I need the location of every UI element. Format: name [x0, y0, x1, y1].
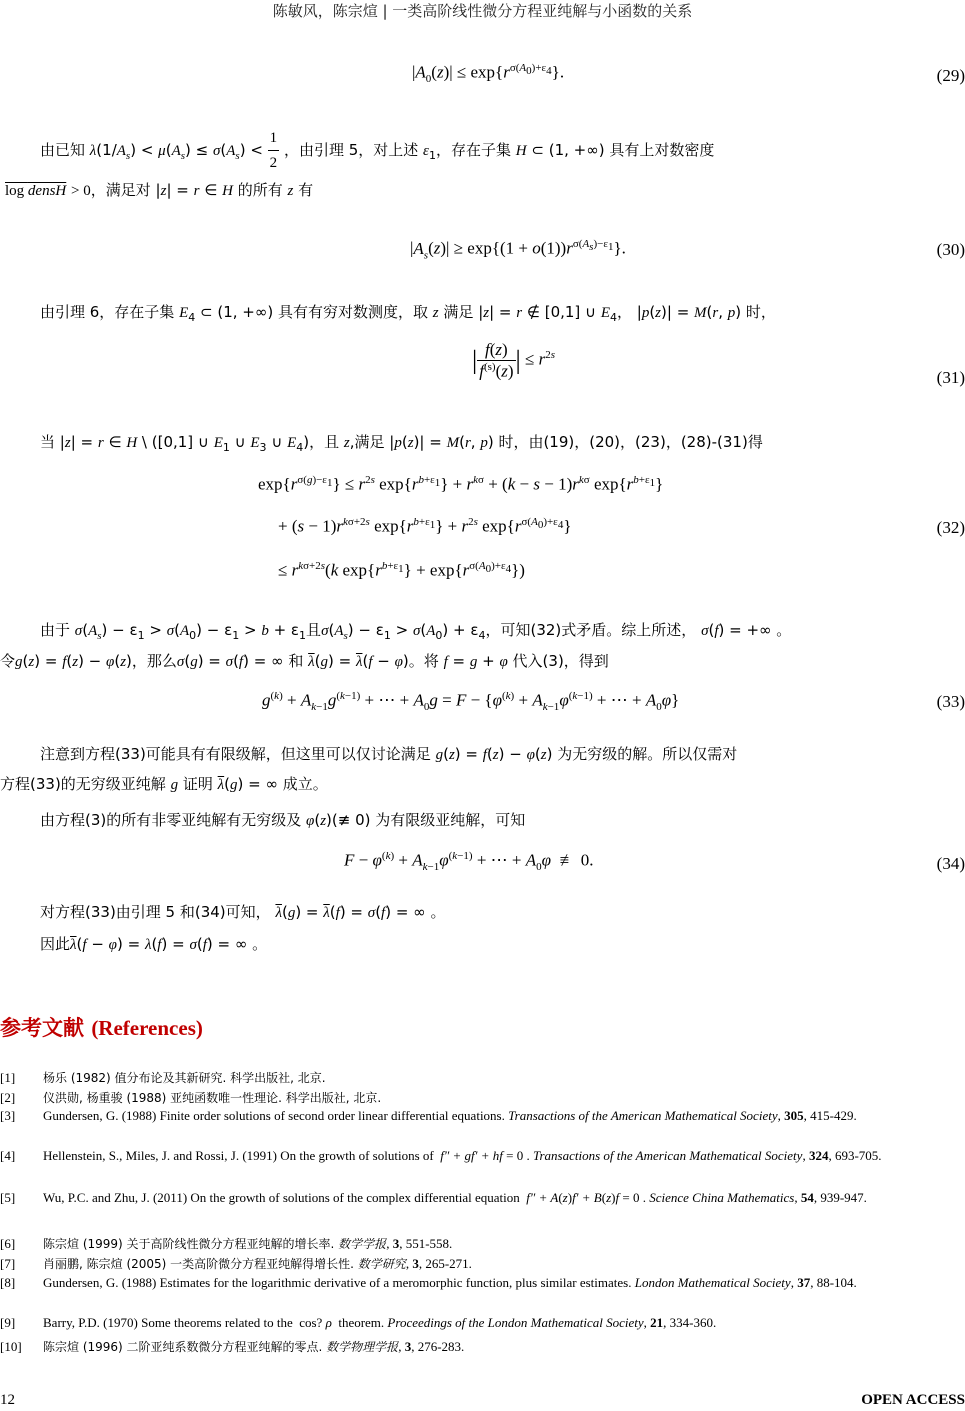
reference-item: [1] 杨乐 (1982) 值分布论及其新研究. 科学出版社, 北京. — [0, 1070, 326, 1085]
paragraph: 由引理 6，存在子集 $E_4$ ⊂ (1, +∞) 具有有穷对数测度，取 z 满足 |z| = r ∉ [0,1] ∪ $E_4$， |p(z)| = M(r, p) 时， — [40, 303, 776, 324]
reference-item: [4] Hellenstein, S., Miles, J. and Rossi, J. (1991) On the growth of solutions of f″ + gf′ + hf = 0 . Transactions of the American Mathematical Society, 324, 693-705. — [0, 1148, 882, 1163]
equation-number: (34) — [936, 854, 965, 873]
reference-item: [3] Gundersen, G. (1988) Finite order solutions of second order linear differential equations. Transactions of the American Mathematical Society, 305, 415-429. — [0, 1108, 857, 1123]
equation-33: $g^{(k)} + A_{k-1}g^{(k-1)}$ + ⋯ + $A_0g = F - \{\varphi^{(k)} + A_{k-1}\varphi^{(k-1)}$ + ⋯ + $A_0\varphi$} — [262, 690, 680, 714]
page-number: 12 — [0, 1392, 15, 1408]
open-access-label: OPEN ACCESS — [861, 1392, 965, 1408]
paragraph: 注意到方程(33)可能具有有限级解，但这里可以仅讨论满足 g(z) = f(z) − φ(z) 为无穷级的解。所以仅需对 — [40, 745, 738, 763]
equation-number: (32) — [936, 518, 965, 537]
reference-item: [2] 仪洪勋, 杨重骏 (1988) 亚纯函数唯一性理论. 科学出版社, 北京. — [0, 1090, 382, 1105]
equation-31: | $\frac{f(z)}{f^{(s)}(z)}$ | ≤ $r^{2s}$ — [472, 340, 555, 381]
paragraph: 对方程(33)由引理 5 和(34)可知， $\overline{\lambda}(g) = \overline{\lambda}(f) = \sigma(f)$ = ∞ 。 — [40, 903, 446, 921]
equation-29: $|A_0(z)| \le \exp\{r^{\sigma(A_0)+\varepsilon_4}\}$. — [412, 62, 565, 86]
paragraph: 由已知 $\lambda(1/A_s) < \mu(A_s) \le \sigma(A_s)$ < $\frac{1}{2}$ ，由引理 5，对上述 $\varepsilon_1$，存在子集 H ⊂ (1, +∞) 具有上对数密度 — [40, 126, 965, 175]
running-header: 陈敏风，陈宗煊 | 一类高阶线性微分方程亚纯解与小函数的关系 — [272, 2, 693, 20]
reference-item: [7] 肖丽鹏, 陈宗煊 (2005) 一类高阶微分方程亚纯解得增长性. 数学研究, 3, 265-271. — [0, 1256, 472, 1271]
paragraph: 当 |z| = r ∈ H \ ([0,1] ∪ $E_1$ ∪ $E_3$ ∪ $E_4$)，且 z,满足 |p(z)| = M(r, p) 时，由(19)，(20)，(23)，(28)-(31)得 — [40, 433, 763, 454]
paragraph: 由方程(3)的所有非零亚纯解有无穷级及 φ(z)(≢ 0) 为有限级亚纯解，可知 — [40, 811, 526, 829]
reference-item: [6] 陈宗煊 (1999) 关于高阶线性微分方程亚纯解的增长率. 数学学报, 3, 551-558. — [0, 1236, 453, 1251]
equation-32-line-3: ≤ $r^{k\sigma+2s}(k$ $\exp\{r^{b+\varepsilon_1}\} + \exp\{r^{\sigma(A_0)+\varepsilon_4}\}$) — [278, 560, 525, 580]
equation-34: $F - \varphi^{(k)} + A_{k-1}\varphi^{(k-1)}$ + ⋯ + $A_0\varphi$ ≢ 0. — [344, 850, 594, 874]
reference-item: [8] Gundersen, G. (1988) Estimates for the logarithmic derivative of a meromorphic function, plus similar estimates. London Mathematical Society, 37, 88-104. — [0, 1275, 857, 1290]
paragraph: 方程(33)的无穷级亚纯解 g 证明 $\overline{\lambda}(g)$ = ∞ 成立。 — [0, 775, 328, 793]
paragraph: 因此$\overline{\lambda}(f - \varphi) = \lambda(f) = \sigma(f)$ = ∞ 。 — [40, 935, 268, 953]
equation-number: (29) — [936, 66, 965, 85]
equation-number: (33) — [936, 692, 965, 711]
paragraph: 令g(z) = f(z) − φ(z)，那么σ(g) = σ(f) = ∞ 和 $\overline{\lambda}(g) = \overline{\lambda}(f - \varphi)$。将 f = g + φ 代入(3)，得到 — [0, 652, 609, 670]
reference-item: [10] 陈宗煊 (1996) 二阶亚纯系数微分方程亚纯解的零点. 数学物理学报, 3, 276-283. — [0, 1339, 465, 1354]
equation-number: (31) — [936, 368, 965, 387]
reference-item: [9] Barry, P.D. (1970) Some theorems related to the cos? ρ theorem. Proceedings of the London Mathematical Society, 21, 334-360. — [0, 1315, 717, 1330]
equation-32-line-2: + $(s - 1)r^{k\sigma+2s}$ $\exp\{r^{b+\varepsilon_1}\} + r^{2s}$ $\exp\{r^{\sigma(A_0)+\varepsilon_4}\}$ — [278, 516, 572, 536]
paragraph: 由于 $\sigma(A_s) - \varepsilon_1 > \sigma(A_0) - \varepsilon_1 > b + \varepsilon_1$且$\sigma(A_s) - \varepsilon_1 > \sigma(A_0) + \varepsilon_4$，可知(32)式矛盾。综上所述， σ(f) = +∞ 。 — [40, 621, 792, 642]
equation-30: $|A_s(z)| \ge \exp\{(1 + o(1))r^{\sigma(A_s)-\varepsilon_1}\}$. — [410, 238, 626, 262]
reference-item: [5] Wu, P.C. and Zhu, J. (2011) On the growth of solutions of the complex differential equation f″ + A(z)f′ + B(z)f = 0 . Science China Mathematics, 54, 939-947. — [0, 1190, 867, 1205]
equation-number: (30) — [936, 240, 965, 259]
paragraph: log densH > 0，满足对 |z| = r ∈ H 的所有 z 有 — [5, 181, 314, 199]
equation-32-line-1: $\exp\{r^{\sigma(g)-\varepsilon_1}\} \le r^{2s}$ $\exp\{r^{b+\varepsilon_1}\} + r^{k\sigma} + (k - s - 1)r^{k\sigma}$ $\exp\{r^{b+\varepsilon_1}\}$ — [258, 474, 664, 494]
references-heading: 参考文献 (References) — [0, 1016, 203, 1040]
